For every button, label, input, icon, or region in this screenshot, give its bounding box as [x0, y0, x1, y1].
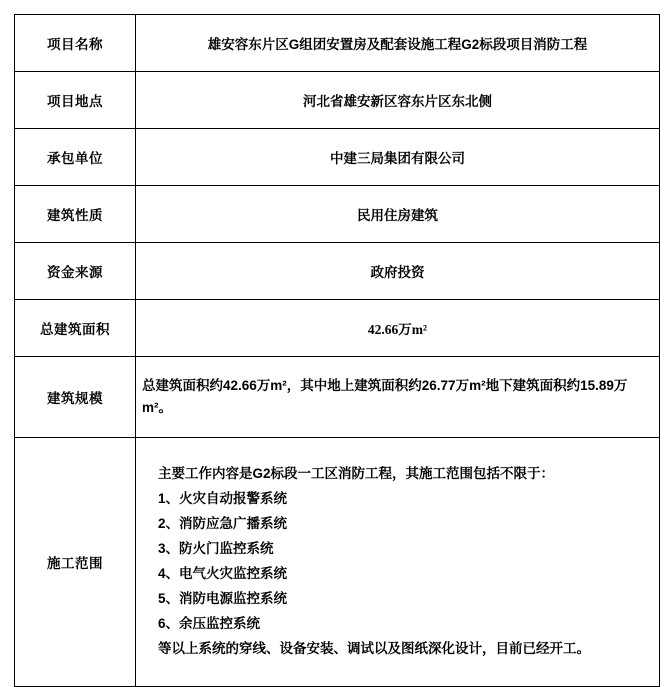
scope-item-3: 3、防火门监控系统: [158, 541, 274, 557]
row-label-project-name: 项目名称: [15, 15, 136, 72]
table-row: [15, 15, 660, 72]
scope-item-1: 1、火灾自动报警系统: [158, 491, 288, 507]
row-label-construction-scope: 施工范围: [15, 438, 136, 687]
project-info-table: [14, 14, 660, 687]
row-value-building-scale: 总建筑面积约42.66万m²，其中地上建筑面积约26.77万m²地下建筑面积约15.89万m²。: [136, 357, 660, 438]
row-label-building-scale: 建筑规模: [15, 357, 136, 438]
scope-closing: 等以上系统的穿线、设备安装、调试以及图纸深化设计，目前已经开工。: [158, 640, 590, 656]
scope-item-5: 5、消防电源监控系统: [158, 590, 288, 606]
row-value-construction-scope: [136, 438, 660, 687]
row-value-funding-source: 政府投资: [136, 243, 660, 300]
scope-content: [142, 462, 653, 662]
row-value-building-nature: 民用住房建筑: [136, 186, 660, 243]
scope-item-4: 4、电气火灾监控系统: [158, 566, 288, 581]
row-label-total-area: 总建筑面积: [15, 300, 136, 357]
row-label-contractor: 承包单位: [15, 129, 136, 186]
table-row: [15, 72, 660, 129]
row-value-total-area: 42.66万m²: [136, 300, 660, 357]
row-value-project-name: 雄安容东片区G组团安置房及配套设施工程G2标段项目消防工程: [136, 15, 660, 72]
table-row: [15, 129, 660, 186]
table-row: [15, 357, 660, 438]
scope-intro: 主要工作内容是G2标段一工区消防工程，其施工范围包括不限于：: [158, 466, 555, 482]
row-label-funding-source: 资金来源: [15, 243, 136, 300]
table-row: [15, 300, 660, 357]
scope-item-6: 6、余压监控系统: [158, 615, 261, 631]
row-value-project-location: 河北省雄安新区容东片区东北侧: [136, 72, 660, 129]
table-row: [15, 438, 660, 687]
table-row: [15, 186, 660, 243]
scope-item-2: 2、消防应急广播系统: [158, 516, 288, 532]
table-row: [15, 243, 660, 300]
row-label-building-nature: 建筑性质: [15, 186, 136, 243]
row-value-contractor: 中建三局集团有限公司: [136, 129, 660, 186]
row-label-project-location: 项目地点: [15, 72, 136, 129]
